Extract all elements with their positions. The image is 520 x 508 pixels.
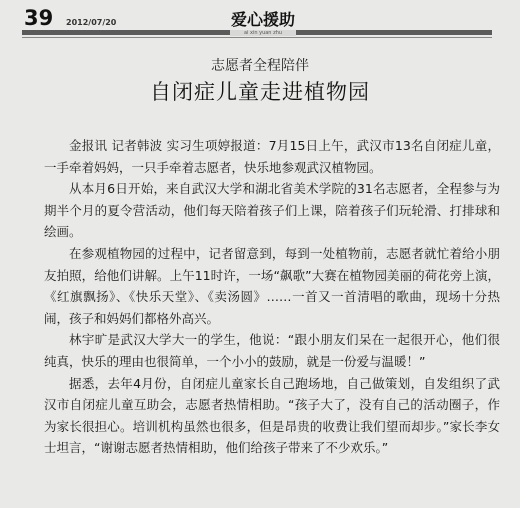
article-paragraph: 从本月6日开始，来自武汉大学和湖北省美术学院的31名志愿者，全程参与为期半个月的夏令营活动，他们每天陪着孩子们上课，陪着孩子们玩轮滑、打排球和绘画。 xyxy=(44,181,500,240)
article-paragraph: 在参观植物园的过程中，记者留意到，每到一处植物前，志愿者就忙着给小朋友拍照，给他们讲解。上午11时许，一场“飙歌”大赛在植物园美丽的荷花旁上演，《红旗飘扬》、《快乐天堂》、《卖汤圆》……一首又一首清唱的歌曲，现场十分热闹，孩子和妈妈们都格外高兴。 xyxy=(44,245,500,326)
issue-date: 2012/07/20 xyxy=(66,18,117,27)
article-paragraph: 林宇旷是武汉大学大一的学生，他说：“跟小朋友们呆在一起很开心，他们很纯真，快乐的理由也很简单，一个小小的鼓励，就是一份爱与温暖！” xyxy=(44,332,500,369)
page-number: 39 xyxy=(24,6,54,30)
article-paragraph: 据悉，去年4月份，自闭症儿童家长自己跑场地，自己做策划，自发组织了武汉市自闭症儿童互助会，志愿者热情相助。“孩子大了，没有自己的活动圈子，作为家长很担心。培训机构虽然也很多，但是昂贵的收费让我们望而却步。”家长李女士坦言，“谢谢志愿者热情相助，他们给孩子带来了不少欢乐。” xyxy=(44,375,500,456)
section-pinyin: ai xin yuan zhu xyxy=(230,30,296,36)
section-title: 爱心援助 xyxy=(230,10,295,29)
header-rule-thin xyxy=(22,37,492,38)
article-body xyxy=(44,135,500,459)
article-paragraph: 金报讯 记者韩波 实习生项婷报道：7月15日上午，武汉市13名自闭症儿童，一手牵着妈妈，一只手牵着志愿者，快乐地参观武汉植物园。 xyxy=(44,138,500,175)
page-header xyxy=(0,0,520,42)
article-kicker: 志愿者全程陪伴 xyxy=(211,58,309,74)
article-headline: 自闭症儿童走进植物园 xyxy=(150,80,370,104)
